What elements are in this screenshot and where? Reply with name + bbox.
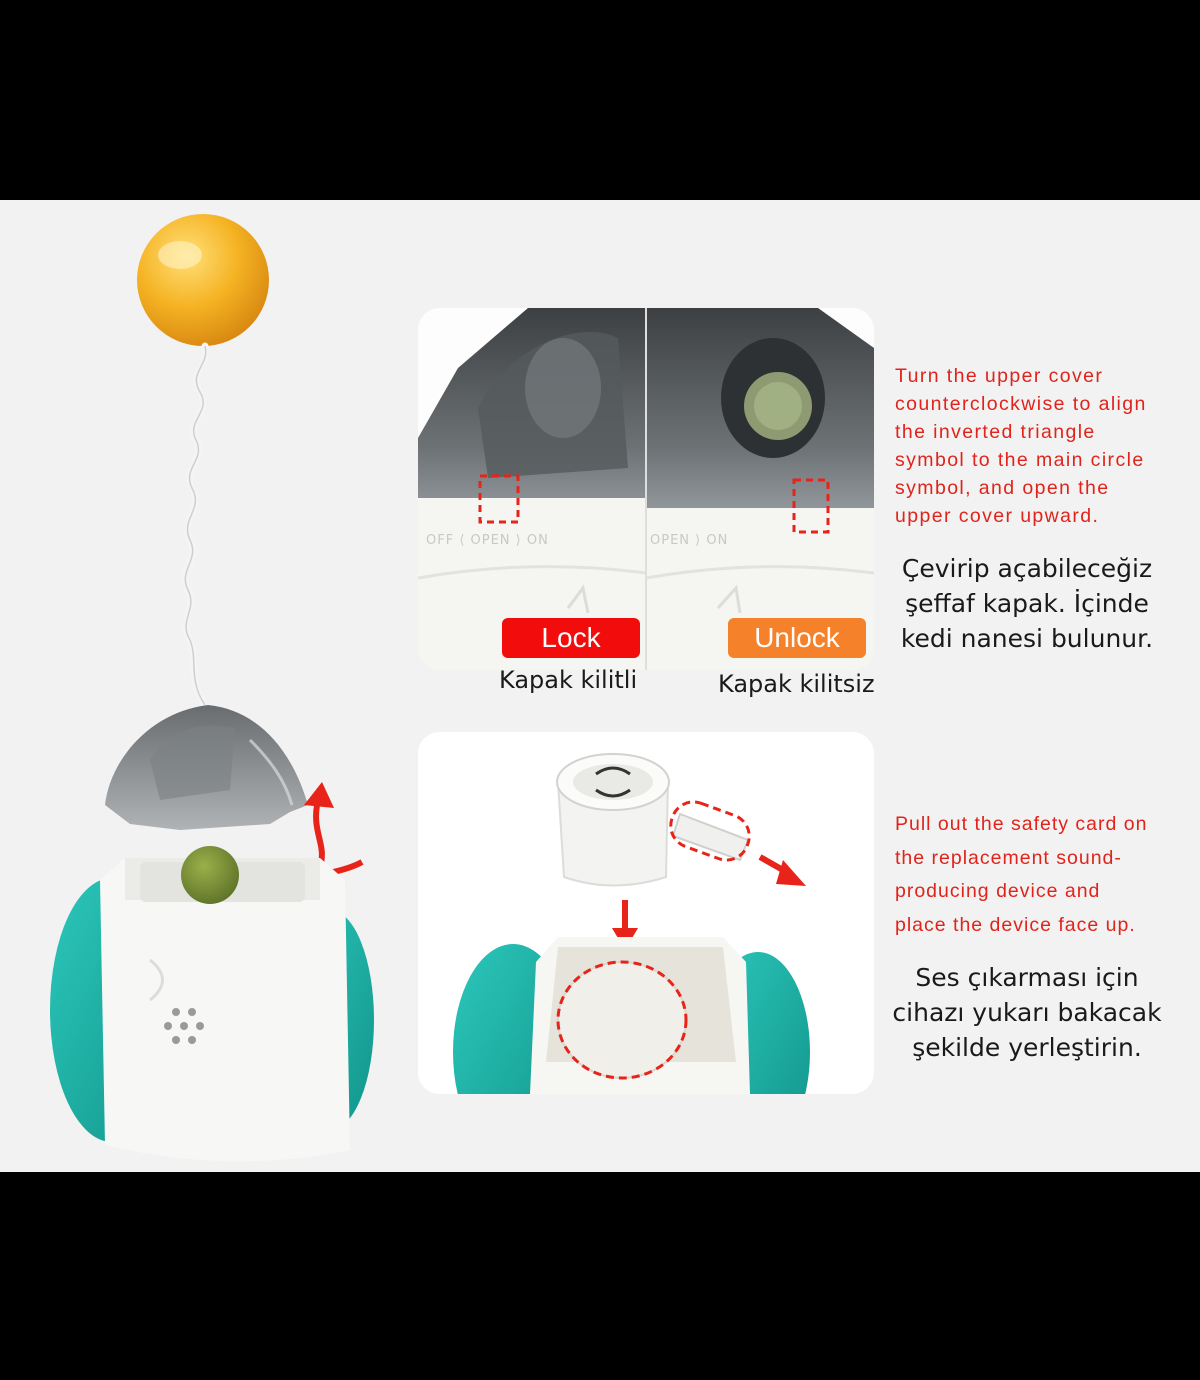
unlock-badge: Unlock [728, 618, 866, 658]
step1-tr-line: Çevirip açabileceğiz [901, 554, 1153, 583]
step2-tr-line: şekilde yerleştirin. [912, 1033, 1142, 1062]
engraving-right: OPEN ⟩ ON [650, 533, 729, 548]
step1-tr-line: şeffaf kapak. İçinde [905, 589, 1149, 618]
step1-english-text [895, 362, 1147, 530]
step2-tr-line: Ses çıkarması için [915, 963, 1139, 992]
step1-en-line: symbol, and open the [895, 477, 1110, 499]
step1-en-line: upper cover upward. [895, 505, 1100, 527]
step2-en-line: producing device and [895, 880, 1101, 902]
catnip-ball [181, 846, 239, 904]
step1-en-line: symbol to the main circle [895, 449, 1145, 471]
step1-en-line: Turn the upper cover [895, 365, 1104, 387]
lock-unlock-card [418, 308, 874, 670]
step1-en-line: the inverted triangle [895, 421, 1096, 443]
step2-english-text [895, 808, 1147, 942]
sound-device-card [418, 732, 874, 1094]
sound-device-photo [418, 732, 874, 1094]
white-body [100, 858, 350, 1161]
step2-turkish-text [892, 960, 1162, 1065]
step1-tr-line: kedi nanesi bulunur. [900, 624, 1154, 653]
step2-en-line: Pull out the safety card on [895, 813, 1148, 835]
lock-caption: Kapak kilitli [499, 666, 638, 694]
lock-badge: Lock [502, 618, 640, 658]
step1-turkish-text [892, 551, 1162, 656]
unlock-caption: Kapak kilitsiz [718, 670, 875, 698]
step2-en-line: place the device face up. [895, 913, 1136, 936]
cat-toy-illustration [40, 210, 400, 1180]
yellow-ball [137, 214, 269, 346]
step2-en-line: the replacement sound- [895, 846, 1122, 869]
step2-tr-line: cihazı yukarı bakacak [892, 998, 1162, 1027]
engraving-left: OFF ⟨ OPEN ⟩ ON [426, 533, 549, 548]
lock-unlock-photo [418, 308, 874, 670]
step1-en-line: counterclockwise to align [895, 393, 1147, 415]
